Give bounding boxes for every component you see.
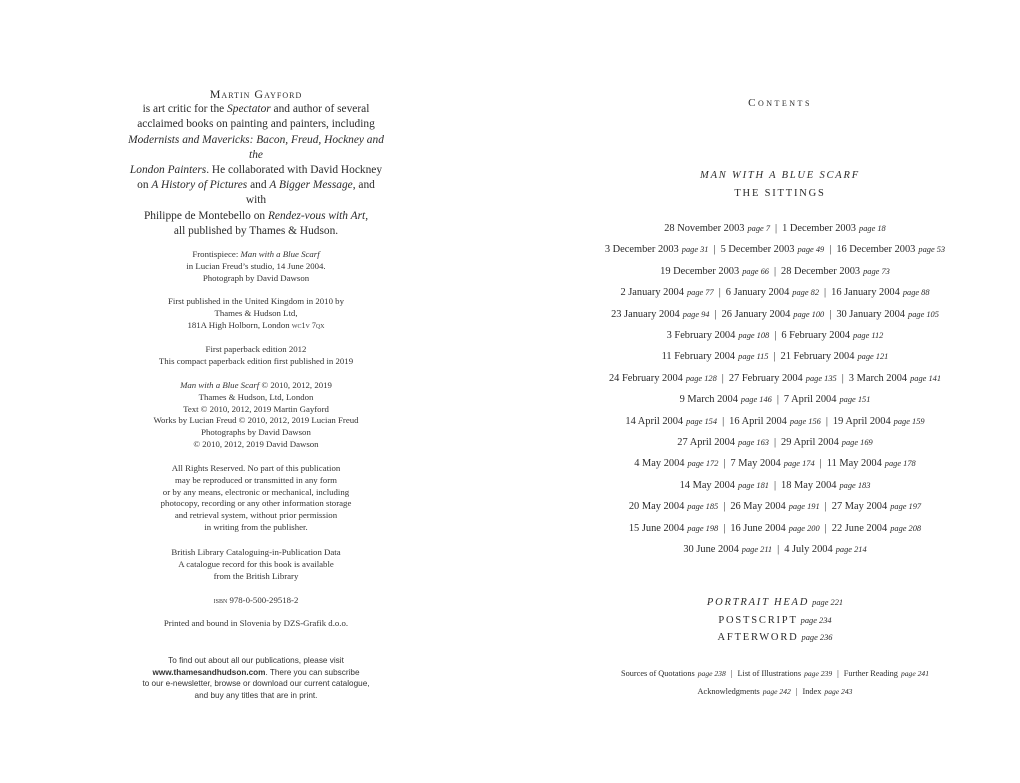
- separator: |: [713, 244, 716, 256]
- contents-entry[interactable]: 2 January 2004: [620, 287, 684, 299]
- contents-entry[interactable]: 15 June 2004: [628, 522, 685, 534]
- author-name: Martin Gayford: [209, 87, 303, 101]
- separator: |: [773, 265, 777, 277]
- text-span: Photograph by David Dawson: [202, 272, 310, 283]
- page-number: page 146: [740, 395, 772, 405]
- text-line: [128, 392, 384, 404]
- text-line: [128, 163, 384, 178]
- page-number: page 141: [910, 373, 942, 383]
- page-number: page 18: [859, 224, 886, 233]
- separator: |: [824, 522, 827, 534]
- contents-entry[interactable]: Further Reading: [843, 669, 898, 678]
- text-line: [128, 667, 384, 679]
- text-span: 181A High Holborn, London: [187, 319, 292, 330]
- text-span: Photographs by David Dawson: [201, 427, 311, 438]
- contents-entry[interactable]: 4 July 2004: [784, 544, 833, 555]
- contents-row: [510, 437, 1020, 448]
- contents-row: [510, 330, 1020, 341]
- contents-entry[interactable]: 5 December 2003: [720, 244, 795, 256]
- page-number: page 208: [890, 523, 922, 533]
- contents-entry[interactable]: 16 January 2004: [831, 287, 900, 299]
- text-span: Works by Lucian Freud © 2010, 2012, 2019 Lucian Freud: [153, 415, 359, 426]
- page-number: page 151: [839, 395, 871, 405]
- text-span: All Rights Reserved. No part of this publication: [171, 463, 341, 473]
- page-number: page 66: [742, 266, 769, 276]
- contents-entry[interactable]: 9 March 2004: [679, 394, 738, 406]
- page-number: page 7: [747, 224, 771, 233]
- page-number: page 31: [681, 245, 709, 255]
- page-number: page 172: [687, 459, 719, 469]
- contents-entry[interactable]: 19 December 2003: [660, 265, 740, 277]
- contents-row: [510, 223, 1020, 234]
- text-span: First paperback edition 2012: [205, 344, 307, 354]
- frontispiece-credit: [128, 249, 384, 284]
- page-number: page 108: [738, 331, 770, 340]
- separator: |: [795, 686, 798, 696]
- contents-entry[interactable]: 22 June 2004: [831, 522, 888, 534]
- contents-entry[interactable]: 30 January 2004: [836, 308, 905, 320]
- cataloguing-data: [128, 547, 384, 582]
- text-span: and author of several: [270, 103, 370, 116]
- text-span: To find out about all our publications, please visit: [168, 656, 344, 665]
- separator: |: [776, 394, 779, 406]
- page-number: page 197: [890, 502, 922, 512]
- contents-entry[interactable]: 16 December 2003: [836, 244, 916, 256]
- contents-entry[interactable]: 3 February 2004: [666, 330, 736, 341]
- page-number: page 243: [824, 686, 853, 696]
- page-number: page 154: [686, 416, 718, 426]
- contents-entry[interactable]: 16 June 2004: [730, 522, 786, 534]
- contents-entry[interactable]: 1 December 2003: [782, 223, 856, 234]
- author-bio-text: [128, 102, 384, 239]
- page-number: page 169: [841, 438, 873, 447]
- text-span: Spectator: [227, 103, 271, 116]
- text-line: [128, 427, 384, 439]
- contents-row: [510, 501, 1020, 512]
- section-entry[interactable]: [510, 597, 1020, 608]
- text-span: London Painters: [129, 164, 207, 177]
- page-number: page 121: [857, 352, 889, 362]
- text-span: Printed and bound in Slovenia by DZS-Grafik d.o.o.: [163, 618, 349, 628]
- separator: |: [825, 415, 828, 427]
- text-span: British Library Cataloguing-in-Publication Data: [171, 547, 341, 557]
- edition-info: [128, 344, 384, 368]
- contents-entry[interactable]: Acknowledgments: [697, 686, 760, 696]
- isbn: [128, 595, 384, 607]
- text-span: This compact paperback edition first published in 2019: [158, 355, 354, 366]
- text-line: [128, 308, 384, 320]
- text-span: 978-0-500-29518-2: [227, 595, 299, 605]
- contents-entry[interactable]: 27 February 2004: [728, 372, 803, 384]
- text-span: . There you can subscribe: [265, 667, 360, 677]
- contents-entry[interactable]: 26 May 2004: [730, 501, 786, 513]
- text-line: [128, 320, 384, 332]
- contents-row: [510, 416, 1020, 427]
- contents-entry[interactable]: 24 February 2004: [608, 372, 683, 384]
- separator: |: [824, 287, 827, 299]
- separator: |: [777, 544, 780, 555]
- text-line: [128, 487, 384, 499]
- text-line: [128, 463, 384, 475]
- separator: |: [723, 501, 726, 513]
- text-line: [128, 475, 384, 487]
- separator: |: [829, 244, 832, 256]
- page-number: page 105: [908, 309, 939, 319]
- contents-row: [510, 351, 1020, 362]
- section-entry[interactable]: [510, 632, 1020, 643]
- contents-entry[interactable]: 18 May 2004: [781, 479, 837, 491]
- text-span: acclaimed books on painting and painters, including: [137, 118, 375, 131]
- text-line: [128, 595, 384, 607]
- contents-entry[interactable]: 30 June 2004: [683, 544, 739, 555]
- text-line: [128, 380, 384, 392]
- contents-entry[interactable]: 6 February 2004: [781, 330, 851, 341]
- text-line: [128, 522, 384, 534]
- page-number: page 77: [686, 288, 714, 298]
- heading-the-sittings: THE SITTINGS: [734, 188, 826, 199]
- contents-entry[interactable]: 3 March 2004: [848, 372, 908, 384]
- text-line: [128, 618, 384, 630]
- text-line: [128, 510, 384, 522]
- text-span: and buy any titles that are in print.: [194, 690, 318, 700]
- page-number: page 163: [738, 438, 769, 447]
- section-entry[interactable]: [510, 615, 1020, 626]
- text-line: [128, 344, 384, 356]
- text-line: [128, 415, 384, 427]
- contents-row: [510, 373, 1020, 384]
- contents-entry[interactable]: 23 January 2004: [611, 308, 680, 320]
- contents-entry[interactable]: 29 April 2004: [781, 437, 839, 448]
- text-span: First published in the United Kingdom in 2010 by: [168, 296, 344, 306]
- contents-entry[interactable]: 14 May 2004: [679, 479, 736, 491]
- contents-entry[interactable]: 3 December 2003: [604, 244, 679, 256]
- text-span: to our e-newsletter, browse or download our current catalogue,: [142, 679, 370, 689]
- text-line: [128, 690, 384, 702]
- page-number: page 236: [801, 633, 833, 642]
- contents-row: [510, 287, 1020, 298]
- contents-entry[interactable]: Sources of Quotations: [620, 669, 695, 678]
- contents-row: [510, 523, 1020, 534]
- contents-entry[interactable]: 19 April 2004: [832, 415, 891, 427]
- page-number: page 159: [893, 416, 925, 426]
- contents-entry[interactable]: 27 May 2004: [831, 501, 888, 513]
- contents-entry[interactable]: Index: [802, 686, 822, 696]
- contents-entry[interactable]: 11 February 2004: [661, 351, 736, 363]
- separator: |: [841, 372, 844, 384]
- text-span: Philippe de Montebello on: [143, 209, 268, 222]
- separator: |: [837, 669, 839, 678]
- text-line: [128, 133, 384, 163]
- separator: |: [714, 308, 717, 320]
- text-span: © 2010, 2012, 2019: [259, 380, 332, 390]
- text-span: , and with: [245, 179, 375, 207]
- copyright-notice: [128, 380, 384, 451]
- separator: |: [723, 458, 726, 470]
- text-span: A Bigger Message: [269, 179, 353, 192]
- contents-entry[interactable]: 21 February 2004: [780, 351, 855, 363]
- contents-entry[interactable]: 4 May 2004: [634, 458, 685, 470]
- contents-entry[interactable]: 28 December 2003: [781, 265, 861, 277]
- section-label: AFTERWORD: [717, 632, 799, 643]
- page-number: page 94: [682, 309, 710, 319]
- page-number: page 191: [788, 502, 820, 512]
- text-line: [128, 249, 384, 261]
- text-line: [128, 571, 384, 583]
- contents-entry[interactable]: 7 May 2004: [730, 458, 781, 470]
- page-number: page 241: [900, 669, 930, 678]
- text-line: [128, 209, 384, 224]
- separator: |: [775, 223, 778, 234]
- text-line: [128, 356, 384, 368]
- separator: |: [773, 479, 777, 491]
- page-number: page 181: [738, 480, 769, 490]
- text-span: and retrieval system, without prior permission: [174, 510, 338, 521]
- contents-row: [510, 687, 1020, 696]
- text-span: from the British Library: [213, 570, 299, 581]
- contents-row: [510, 394, 1020, 405]
- page-number: page 178: [884, 459, 916, 469]
- text-line: [128, 547, 384, 559]
- text-span: in Lucian Freud’s studio, 14 June 2004.: [186, 260, 326, 271]
- page-number: page 174: [783, 459, 815, 469]
- page-number: page 82: [792, 288, 820, 298]
- website-link[interactable]: www.thamesandhudson.com: [152, 667, 266, 677]
- separator: |: [774, 330, 777, 341]
- text-line: [128, 261, 384, 273]
- contents-entry[interactable]: 7 April 2004: [783, 394, 837, 406]
- contents-entry[interactable]: 14 April 2004: [625, 415, 684, 427]
- page-number: page 88: [902, 288, 930, 298]
- text-span: wc1v 7qx: [291, 320, 325, 330]
- text-span: Thames & Hudson Ltd,: [214, 307, 298, 318]
- website-note: [128, 655, 384, 701]
- text-line: [128, 498, 384, 510]
- separator: |: [829, 308, 832, 320]
- page-number: page 100: [793, 309, 825, 319]
- contents-row: [510, 458, 1020, 469]
- page-number: page 156: [789, 416, 821, 426]
- page-number: page 115: [738, 352, 769, 362]
- separator: |: [824, 501, 827, 513]
- text-span: in writing from the publisher.: [204, 521, 308, 532]
- page-number: page 183: [839, 480, 871, 490]
- page-number: page 198: [687, 523, 719, 533]
- text-line: [128, 117, 384, 132]
- contents-entry[interactable]: 20 May 2004: [628, 501, 685, 513]
- page-number: page 221: [812, 598, 844, 607]
- contents-entry[interactable]: 6 January 2004: [725, 287, 790, 299]
- text-line: [128, 678, 384, 690]
- separator: |: [773, 351, 776, 363]
- contents-entry[interactable]: 26 January 2004: [721, 308, 791, 320]
- contents-row: [510, 244, 1020, 255]
- text-span: Text © 2010, 2012, 2019 Martin Gayford: [183, 403, 329, 414]
- page-number: page 112: [853, 331, 884, 340]
- page-number: page 73: [863, 266, 890, 276]
- text-span: and: [247, 179, 270, 192]
- text-span: Rendez-vous with Art: [267, 209, 366, 222]
- text-span: © 2010, 2012, 2019 David Dawson: [193, 438, 319, 449]
- text-span: Man with a Blue Scarf: [240, 249, 320, 259]
- contents-title: Contents: [748, 97, 812, 109]
- contents-entry[interactable]: 28 November 2003: [664, 223, 745, 234]
- text-span: Man with a Blue Scarf: [180, 380, 260, 390]
- page-number: page 242: [762, 686, 791, 696]
- text-span: may be reproduced or transmitted in any form: [175, 474, 337, 485]
- separator: |: [819, 458, 822, 470]
- contents-row: [510, 309, 1020, 320]
- page-number: page 49: [797, 245, 825, 255]
- printer-info: [128, 618, 384, 630]
- text-line: [128, 655, 384, 667]
- page-number: page 239: [804, 669, 833, 678]
- separator: |: [721, 372, 724, 384]
- contents-page: [510, 0, 1020, 783]
- separator: |: [723, 522, 726, 534]
- separator: |: [722, 415, 725, 427]
- contents-row: [510, 266, 1020, 277]
- text-span: Thames & Hudson, Ltd, London: [198, 391, 314, 402]
- text-span: Frontispiece:: [192, 249, 241, 259]
- text-span: all published by Thames & Hudson.: [173, 224, 339, 237]
- page-number: page 135: [805, 373, 837, 383]
- text-line: [128, 224, 384, 239]
- text-span: photocopy, recording or any other information storage: [160, 498, 352, 509]
- page-number: page 128: [685, 373, 717, 383]
- contents-entry[interactable]: 11 May 2004: [826, 458, 882, 470]
- separator: |: [730, 669, 733, 678]
- text-span: is art critic for the: [142, 103, 228, 116]
- contents-entry[interactable]: 16 April 2004: [729, 415, 787, 427]
- page-number: page 53: [918, 245, 946, 255]
- text-line: [128, 296, 384, 308]
- section-label: POSTSCRIPT: [718, 614, 798, 626]
- text-line: [128, 404, 384, 416]
- text-line: [128, 178, 384, 208]
- text-span: . He collaborated with David Hockney: [206, 164, 383, 177]
- publication-info: [128, 296, 384, 331]
- author-bio: [128, 87, 384, 239]
- contents-entry[interactable]: List of Illustrations: [737, 669, 802, 678]
- text-line: [128, 559, 384, 571]
- page-number: page 238: [697, 669, 726, 678]
- text-span: or by any means, electronic or mechanical, including: [162, 486, 350, 497]
- text-span: on: [137, 179, 152, 192]
- contents-entry[interactable]: 27 April 2004: [677, 437, 736, 448]
- page-number: page 200: [788, 523, 820, 533]
- text-span: A History of Pictures: [151, 179, 248, 192]
- contents-row: [510, 544, 1020, 555]
- text-line: [128, 273, 384, 285]
- separator: |: [718, 287, 721, 299]
- text-line: [128, 102, 384, 117]
- heading-man-with-a-blue-scarf: MAN WITH A BLUE SCARF: [700, 170, 860, 181]
- page-number: page 211: [741, 545, 773, 554]
- text-span: A catalogue record for this book is available: [178, 558, 334, 569]
- contents-row: [510, 669, 1020, 678]
- rights-notice: [128, 463, 384, 534]
- text-span: isbn: [213, 596, 228, 605]
- text-span: Modernists and Mavericks: Bacon, Freud, Hockney and the: [128, 133, 384, 161]
- page-number: page 234: [800, 615, 832, 625]
- text-span: ,: [365, 209, 369, 222]
- text-line: [128, 439, 384, 451]
- page-number: page 214: [835, 545, 867, 554]
- page-number: page 185: [687, 502, 719, 512]
- separator: |: [773, 437, 777, 448]
- contents-row: [510, 480, 1020, 491]
- section-label: PORTRAIT HEAD: [706, 597, 810, 608]
